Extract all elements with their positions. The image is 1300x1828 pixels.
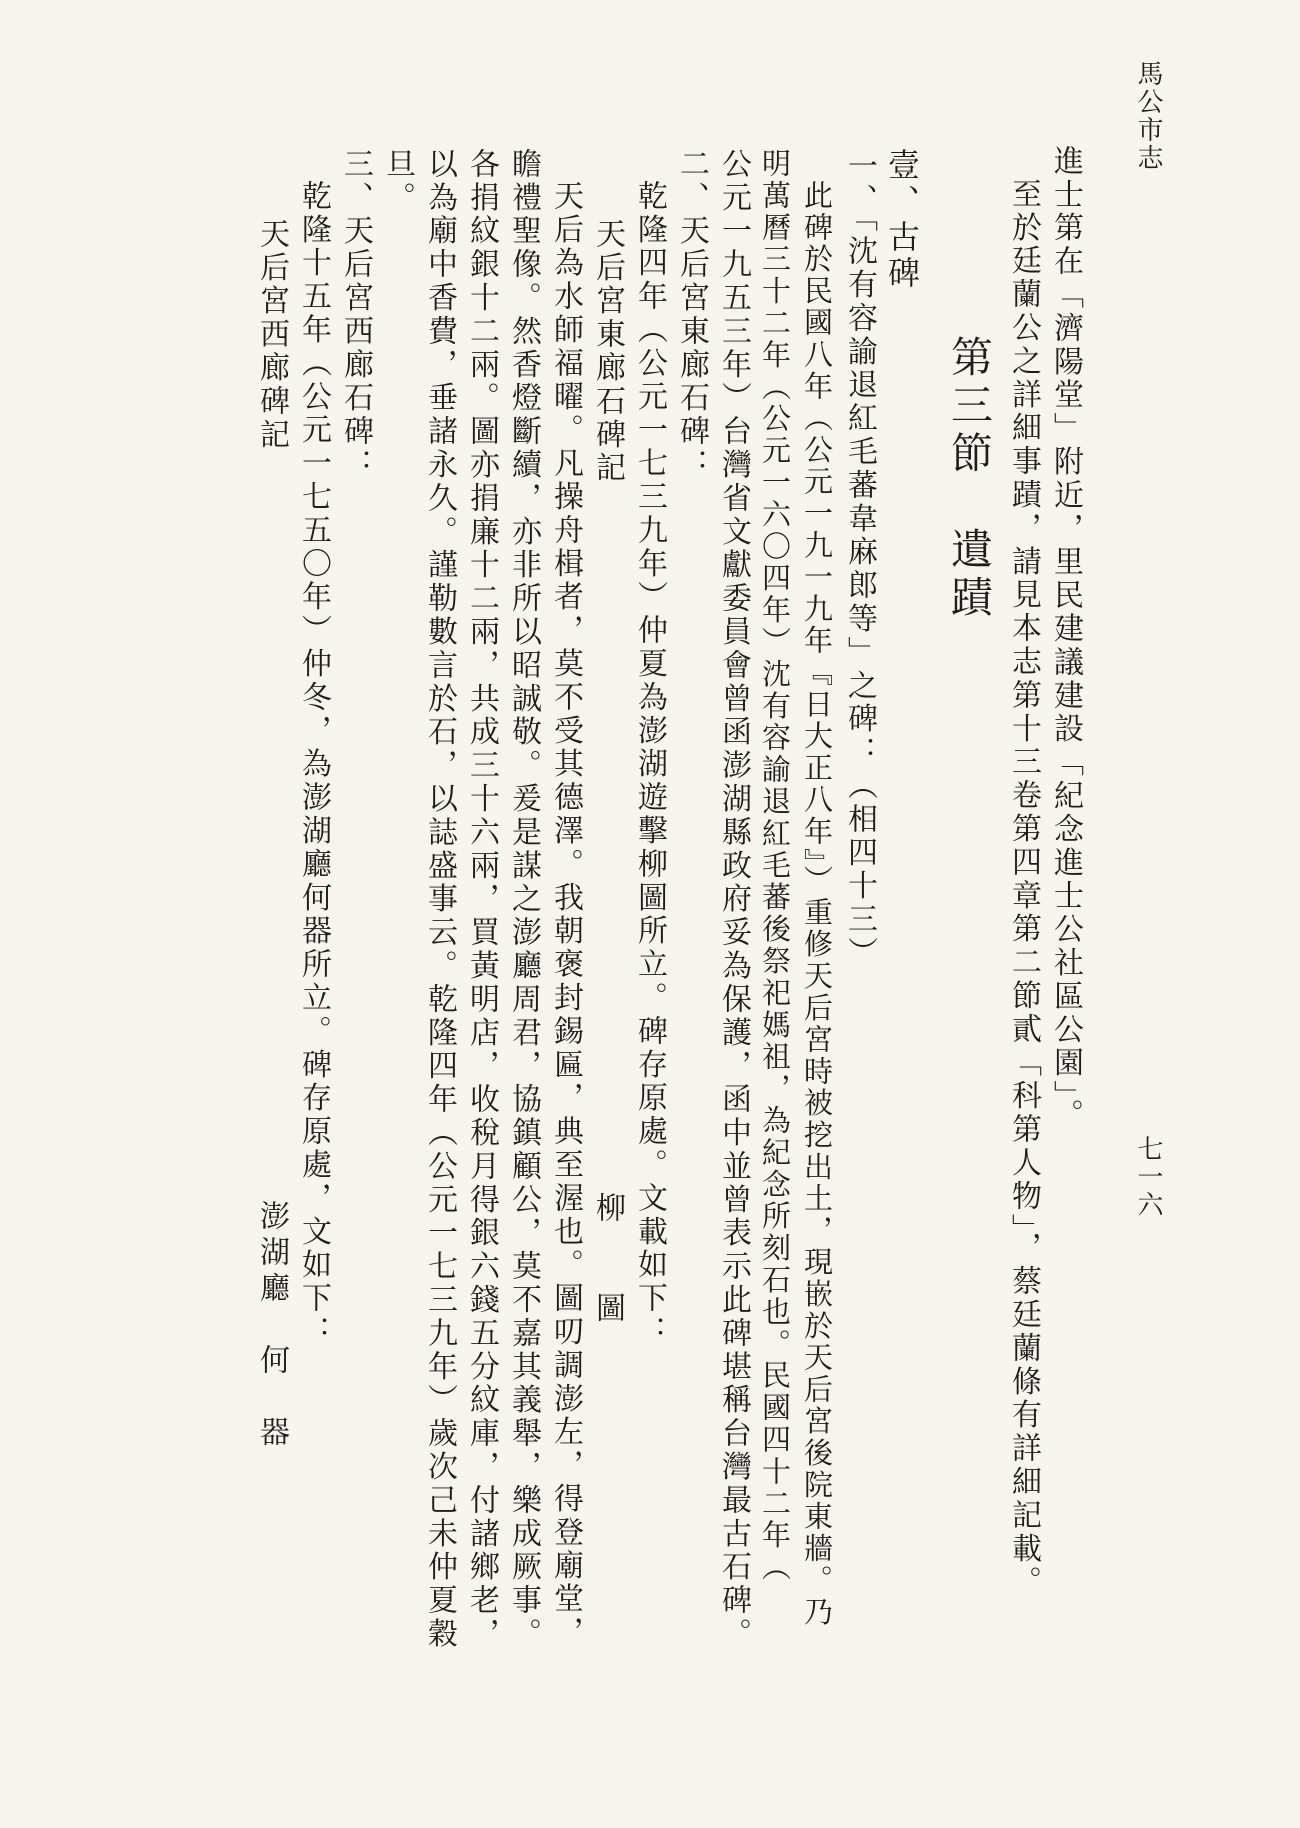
stele-east-text-4: 以為廟中香費，垂諸永久。謹勒數言於石，以誌盛事云。乾隆四年（公元一七三九年）歲次己未仲夏穀: [422, 148, 457, 1651]
stele-west-author: 澎湖廳 何 器: [254, 1200, 289, 1452]
stele-west-title: 天后宮西廊碑記: [254, 218, 289, 452]
stele-east-author: 柳 圖: [590, 1192, 625, 1326]
item1-title: 一、「沈有容諭退紅毛蕃韋麻郎等」之碑：（相四十三）: [842, 150, 877, 970]
stele-east-text-2: 瞻禮聖像。然香燈斷續，亦非所以昭誠敬。爰是謀之澎廳周君，協鎮顧公，莫不嘉其義舉，樂成厥事。: [506, 148, 541, 1651]
item1-line-2: 明萬曆三十二年（公元一六〇四年）沈有容諭退紅毛蕃後祭祀媽祖，為紀念所刻石也。民國四十二年（: [758, 148, 792, 1584]
item1-line-1: 此碑於民國八年（公元一九一九年『日大正八年』）重修天后宮時被挖出土，現嵌於天后宮後院東牆。乃: [800, 180, 834, 1629]
item3-title: 三、天后宮西廊石碑：: [338, 148, 373, 482]
item2-line-1: 乾隆四年（公元一七三九年）仲夏為澎湖遊擊柳圖所立。碑存原處。文載如下：: [632, 180, 667, 1349]
book-title: 馬公市志: [1133, 60, 1163, 172]
intro-line-2: 至於廷蘭公之詳細事蹟，請見本志第十三卷第四章第二節貳「科第人物」，蔡廷蘭條有詳細記載。: [1006, 178, 1041, 1600]
stele-east-text-1: 天后為水師福曜。凡操舟楫者，莫不受其德澤。我朝褒封錫匾，典至渥也。圖叨調澎左，得登廟堂，: [548, 180, 583, 1650]
section-title: 第三節 遺蹟: [945, 335, 994, 623]
stele-east-text-3: 各捐紋銀十二兩。圖亦捐廉十二兩，共成三十六兩，買黃明店，收稅月得銀六錢五分紋庫，付諸鄉老，: [464, 148, 499, 1651]
item2-title: 二、天后宮東廊石碑：: [674, 148, 709, 482]
item3-line-1: 乾隆十五年（公元一七五〇年）仲冬，為澎湖廳何器所立。碑存原處，文如下：: [296, 180, 331, 1349]
intro-line-1: 進士第在「濟陽堂」附近，里民建議建設「紀念進士公社區公園」。: [1048, 145, 1083, 1132]
stele-east-text-5: 旦。: [380, 148, 415, 215]
page-number: 七一六: [1133, 1135, 1163, 1219]
item1-line-3: 公元一九五三年）台灣省文獻委員會曾函澎湖縣政府妥為保護，函中並曾表示此碑堪稱台灣最古石碑。: [716, 148, 751, 1651]
stele-east-title: 天后宮東廊石碑記: [590, 218, 625, 486]
part-heading: 壹、古碑: [883, 148, 921, 292]
